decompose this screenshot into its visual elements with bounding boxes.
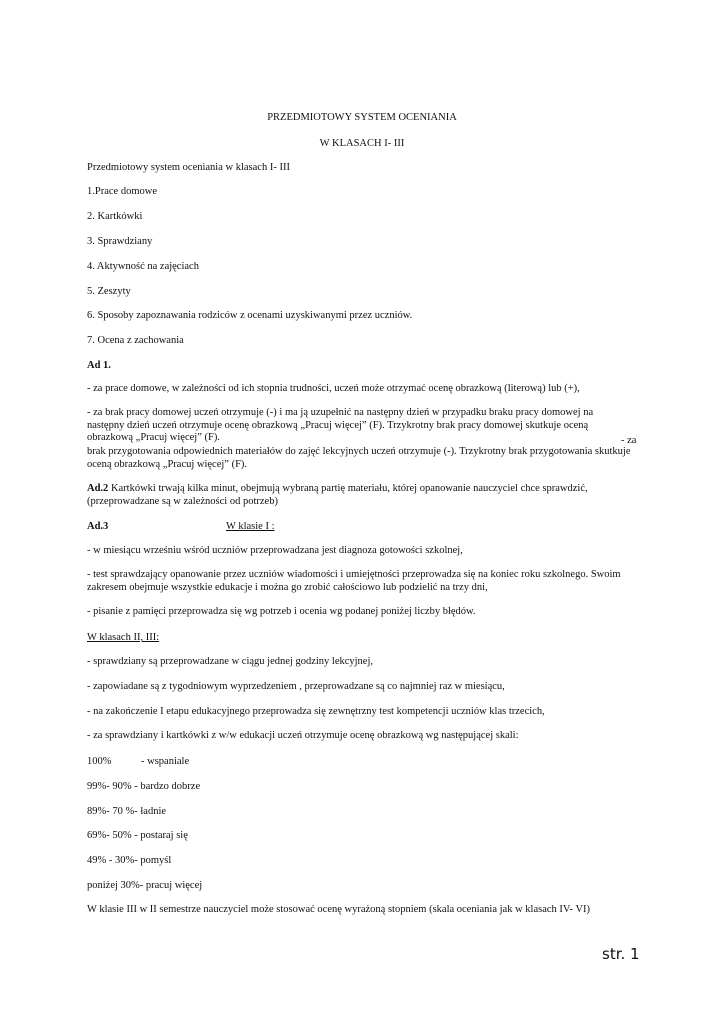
class1-item: - test sprawdzający opanowanie przez uczniów wiadomości i umiejętności przeprowadza się na koniec roku szkolnego. Swoim zakresem obejmuje wszystkie edukacje i można go zrobić całościowo lub podzielić na trzy dni, [87,569,621,593]
ad1-paragraph-2-tail: - za [621,435,637,446]
scale-row: 69%- 50% - postaraj się [87,830,188,841]
list-item: 4. Aktywność na zajęciach [87,261,199,272]
list-item: 3. Sprawdziany [87,236,153,247]
ad1-heading: Ad 1. [87,360,111,371]
list-item: 5. Zeszyty [87,286,131,297]
class23-item: - sprawdziany są przeprowadzane w ciągu jednej godziny lekcyjnej, [87,656,374,667]
class1-heading: W klasie I : [226,521,275,532]
list-item: 1.Prace domowe [87,186,157,197]
scale-row: 99%- 90% - bardzo dobrze [87,781,201,792]
class23-heading: W klasach II, III: [87,632,160,643]
page-number: str. 1 [602,945,640,963]
list-item: 2. Kartkówki [87,211,143,222]
class23-item: - za sprawdziany i kartkówki z w/w edukacji uczeń otrzymuje ocenę obrazkową wg następującej skali: [87,730,519,741]
document-subtitle: W KLASACH I- III [319,138,405,149]
closing-line: W klasie III w II semestrze nauczyciel może stosować ocenę wyrażoną stopniem (skala oceniania jak w klasach IV- VI) [87,904,591,915]
ad3-heading: Ad.3 [87,521,109,532]
scale-percent: 100% [87,756,112,767]
scale-row: 49% - 30%- pomyśl [87,855,172,866]
ad1-paragraph-2: - za brak pracy domowej uczeń otrzymuje (-) i ma ją uzupełnić na następny dzień w przypadku braku pracy domowej na następny dzień uczeń otrzymuje ocenę obrazkową „Pracuj więcej” (F). Trzykrotny brak pracy domowej skutkuje oceną obrazkową „Pracuj więcej” (F). [87,407,594,444]
class1-item: - w miesiącu wrześniu wśród uczniów przeprowadzana jest diagnoza gotowości szkolnej, [87,545,463,556]
ad1-paragraph-3: brak przygotowania odpowiednich materiałów do zajęć lekcyjnych uczeń otrzymuje (-). Trzykrotny brak przygotowania skutkuje oceną obrazkową „Pracuj więcej” (F). [87,446,631,470]
class23-item: - zapowiadane są z tygodniowym wyprzedzeniem , przeprowadzane są co najmniej raz w miesiącu, [87,681,505,692]
scale-row: 89%- 70 %- ładnie [87,806,167,817]
document-title: PRZEDMIOTOWY SYSTEM OCENIANIA [267,112,457,123]
ad1-paragraph-1: - za prace domowe, w zależności od ich stopnia trudności, uczeń może otrzymać ocenę obrazkową (literową) lub (+), [87,383,580,394]
class23-item: - na zakończenie I etapu edukacyjnego przeprowadza się zewnętrzny test kompetencji uczniów klas trzecich, [87,706,545,717]
ad2-paragraph [87,483,638,508]
scale-row: poniżej 30%- pracuj więcej [87,880,203,891]
ad2-text: Kartkówki trwają kilka minut, obejmują wybraną partię materiału, której opanowanie nauczyciel chce sprawdzić, (przeprowadzane są w zależności od potrzeb) [87,483,588,507]
scale-row [87,755,189,768]
class1-item: - pisanie z pamięci przeprowadza się wg potrzeb i ocenia wg podanej poniżej liczby błędów. [87,606,476,617]
list-item: 7. Ocena z zachowania [87,335,184,346]
list-item: 6. Sposoby zapoznawania rodziców z ocenami uzyskiwanymi przez uczniów. [87,310,413,321]
scale-label: - wspaniale [141,756,190,767]
ad2-label: Ad.2 [87,483,109,494]
intro-line: Przedmiotowy system oceniania w klasach I- III [87,162,290,173]
